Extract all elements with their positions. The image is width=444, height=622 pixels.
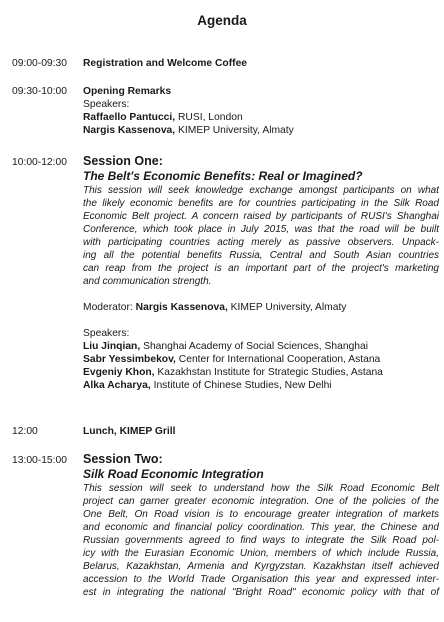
description-line: This session will seek knowledge exchange amongst participants on what — [83, 185, 439, 196]
speaker-affiliation: Shanghai Academy of Social Sciences, Shanghai — [140, 341, 369, 352]
session2-heading: Session Two: — [83, 452, 163, 466]
session2-subtitle: Silk Road Economic Integration — [83, 467, 264, 481]
opening-speaker — [83, 124, 439, 137]
description-line: can reap from the project is an important part of the project's marketing — [83, 263, 439, 274]
opening-time: 09:30-10:00 — [12, 86, 67, 97]
speaker-affiliation: Kazakhstan Institute for Strategic Studies, Astana — [154, 367, 383, 378]
moderator-name: Nargis Kassenova, — [132, 302, 228, 313]
registration-item — [83, 57, 439, 70]
session1-time: 10:00-12:00 — [12, 157, 67, 168]
lunch-title: Lunch, KIMEP Grill — [83, 426, 176, 437]
opening-title: Opening Remarks — [83, 86, 172, 97]
description-line: est in integrating the national "Bright Road" economic policy with that of — [83, 587, 439, 598]
description-line: the likely economic benefits are for countries participating in the Silk Road — [83, 198, 439, 209]
session1-speaker — [83, 353, 439, 366]
session1-speakers-label: Speakers: — [83, 328, 130, 339]
session2-description — [83, 482, 439, 599]
registration-title: Registration and Welcome Coffee — [83, 58, 248, 69]
opening-speakers-label: Speakers: — [83, 99, 130, 110]
speaker-affiliation: RUSI, London — [175, 112, 243, 123]
description-line: This session will seek to understand how the Silk Road Economic Belt — [83, 483, 439, 494]
speaker-name: Nargis Kassenova, — [83, 125, 176, 136]
description-line: and economic and financial policy coordination. This year, the Chinese and — [83, 522, 439, 533]
speaker-name: Liu Jinqian, — [83, 341, 141, 352]
session1-speaker — [83, 340, 439, 353]
session1-subtitle: The Belt's Economic Benefits: Real or Imagined? — [83, 169, 363, 183]
session1-item — [83, 154, 439, 392]
speaker-affiliation: Center for International Cooperation, Astana — [175, 354, 381, 365]
description-line: Economic Belt project. A concern raised by participants of RUSI's Shanghai — [83, 211, 439, 222]
session1-moderator — [83, 301, 439, 314]
opening-speaker — [83, 111, 439, 124]
description-line: Conference, which took place in July 2015, was that the road will be built — [83, 224, 439, 235]
description-line: Russian governments agreed to find ways to integrate the Silk Road pol- — [83, 535, 439, 546]
description-line: project can garner greater economic integration. One of the policies of the — [83, 496, 439, 507]
speaker-name: Raffaello Pantucci, — [83, 112, 176, 123]
description-line: ing all the potential benefits Russia, Central and South Asian countries — [83, 250, 439, 261]
lunch-time: 12:00 — [12, 426, 38, 437]
moderator-label: Moderator: — [83, 302, 133, 313]
description-line: accession to the World Trade Organisation this year and expressed inter- — [83, 574, 439, 585]
description-line: Belarus, Kazakhstan, Armenia and Kyrgyzstan. Kazakhstan itself achieved — [83, 561, 439, 572]
opening-item — [83, 85, 439, 137]
session1-heading: Session One: — [83, 154, 163, 168]
description-line: icy with the Eurasian Economic Union, members of which include Russia, — [83, 548, 439, 559]
agenda-title: Agenda — [197, 13, 247, 28]
session1-description — [83, 184, 439, 288]
session2-time: 13:00-15:00 — [12, 455, 67, 466]
registration-time: 09:00-09:30 — [12, 58, 67, 69]
description-line: and communication strength. — [83, 276, 212, 287]
speaker-name: Sabr Yessimbekov, — [83, 354, 176, 365]
session2-item — [83, 452, 439, 599]
speaker-name: Alka Acharya, — [83, 380, 151, 391]
speaker-affiliation: KIMEP University, Almaty — [175, 125, 294, 136]
speaker-name: Evgeniy Khon, — [83, 367, 155, 378]
speaker-affiliation: Institute of Chinese Studies, New Delhi — [150, 380, 332, 391]
description-line: with participating countries acting merely as passive observers. Unpack- — [83, 237, 439, 248]
moderator-affiliation: KIMEP University, Almaty — [227, 302, 347, 313]
lunch-item — [83, 425, 439, 438]
session1-speaker — [83, 379, 439, 392]
description-line: One Belt, On Road vision is to encourage greater integration of markets — [83, 509, 439, 520]
session1-speaker — [83, 366, 439, 379]
